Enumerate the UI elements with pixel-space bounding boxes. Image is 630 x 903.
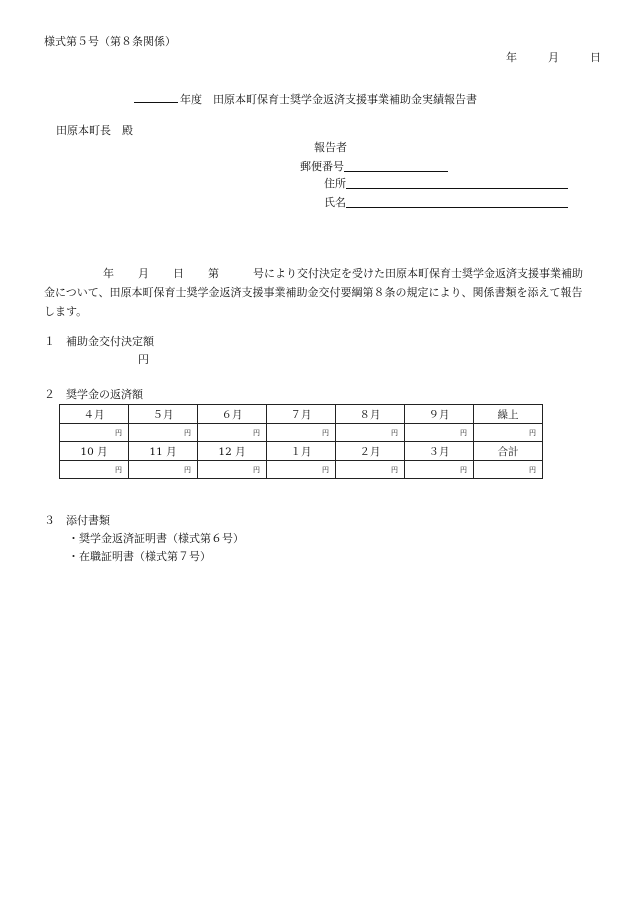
postal-code-label: 郵便番号 [300, 160, 344, 173]
amount-cell[interactable]: 円 [336, 461, 405, 479]
amount-cell[interactable]: 円 [198, 424, 267, 442]
section1-amount-unit: 円 [138, 353, 149, 366]
name-field[interactable] [346, 196, 568, 208]
body-month-label: 月 [138, 267, 149, 280]
repayment-table [59, 404, 543, 479]
form-number: 様式第５号（第８条関係） [44, 35, 176, 48]
header-cell: ５月 [129, 405, 198, 424]
amount-cell[interactable]: 円 [267, 461, 336, 479]
amount-cell[interactable]: 円 [129, 424, 198, 442]
reporter-heading: 報告者 [314, 141, 347, 154]
header-cell: 繰上 [474, 405, 543, 424]
header-cell: ４月 [60, 405, 129, 424]
table-value-row-2 [60, 461, 543, 479]
amount-cell[interactable]: 円 [405, 461, 474, 479]
table-value-row-1 [60, 424, 543, 442]
header-cell: ３月 [405, 442, 474, 461]
addressee: 田原本町長 殿 [56, 124, 133, 137]
amount-cell[interactable]: 円 [336, 424, 405, 442]
header-cell: 10 月 [60, 442, 129, 461]
body-number-prefix: 第 [208, 267, 219, 280]
amount-cell[interactable]: 円 [60, 461, 129, 479]
fiscal-year-blank[interactable] [134, 92, 178, 103]
address-label: 住所 [324, 177, 346, 190]
header-cell: 合計 [474, 442, 543, 461]
header-cell: 11 月 [129, 442, 198, 461]
report-body-paragraph [44, 264, 587, 321]
amount-cell[interactable]: 円 [474, 424, 543, 442]
section2-heading: ２ 奨学金の返済額 [44, 388, 143, 401]
document-title [134, 92, 477, 105]
date-month-label: 月 [548, 51, 559, 64]
name-label: 氏名 [324, 196, 346, 209]
address-row [324, 177, 568, 189]
address-field[interactable] [346, 177, 568, 189]
postal-code-field[interactable] [344, 160, 448, 172]
header-cell: ２月 [336, 442, 405, 461]
date-day-label: 日 [590, 51, 601, 64]
header-cell: １月 [267, 442, 336, 461]
header-cell: ６月 [198, 405, 267, 424]
amount-cell[interactable]: 円 [60, 424, 129, 442]
table-header-row-1 [60, 405, 543, 424]
header-cell: 12 月 [198, 442, 267, 461]
attachment-item: ・奨学金返済証明書（様式第６号） [68, 532, 244, 545]
amount-cell[interactable]: 円 [198, 461, 267, 479]
postal-code-row [300, 160, 448, 172]
body-year-label: 年 [103, 267, 114, 280]
date-year-label: 年 [506, 51, 517, 64]
date-line [506, 52, 601, 63]
table-header-row-2 [60, 442, 543, 461]
body-text: 号により交付決定を受けた田原本町保育士奨学金返済支援事業補助金について、田原本町保育士奨学金返済支援事業補助金交付要綱第８条の規定により、関係書類を添えて報告します。 [44, 267, 583, 318]
name-row [324, 196, 568, 208]
attachment-item: ・在職証明書（様式第７号） [68, 550, 211, 563]
body-day-label: 日 [173, 267, 184, 280]
header-cell: ９月 [405, 405, 474, 424]
section1-heading: １ 補助金交付決定額 [44, 335, 154, 348]
section3-heading: ３ 添付書類 [44, 514, 110, 527]
amount-cell[interactable]: 円 [405, 424, 474, 442]
document-title-text: 年度 田原本町保育士奨学金返済支援事業補助金実績報告書 [180, 93, 477, 106]
amount-cell[interactable]: 円 [267, 424, 336, 442]
header-cell: ７月 [267, 405, 336, 424]
header-cell: ８月 [336, 405, 405, 424]
amount-cell[interactable]: 円 [129, 461, 198, 479]
amount-cell[interactable]: 円 [474, 461, 543, 479]
